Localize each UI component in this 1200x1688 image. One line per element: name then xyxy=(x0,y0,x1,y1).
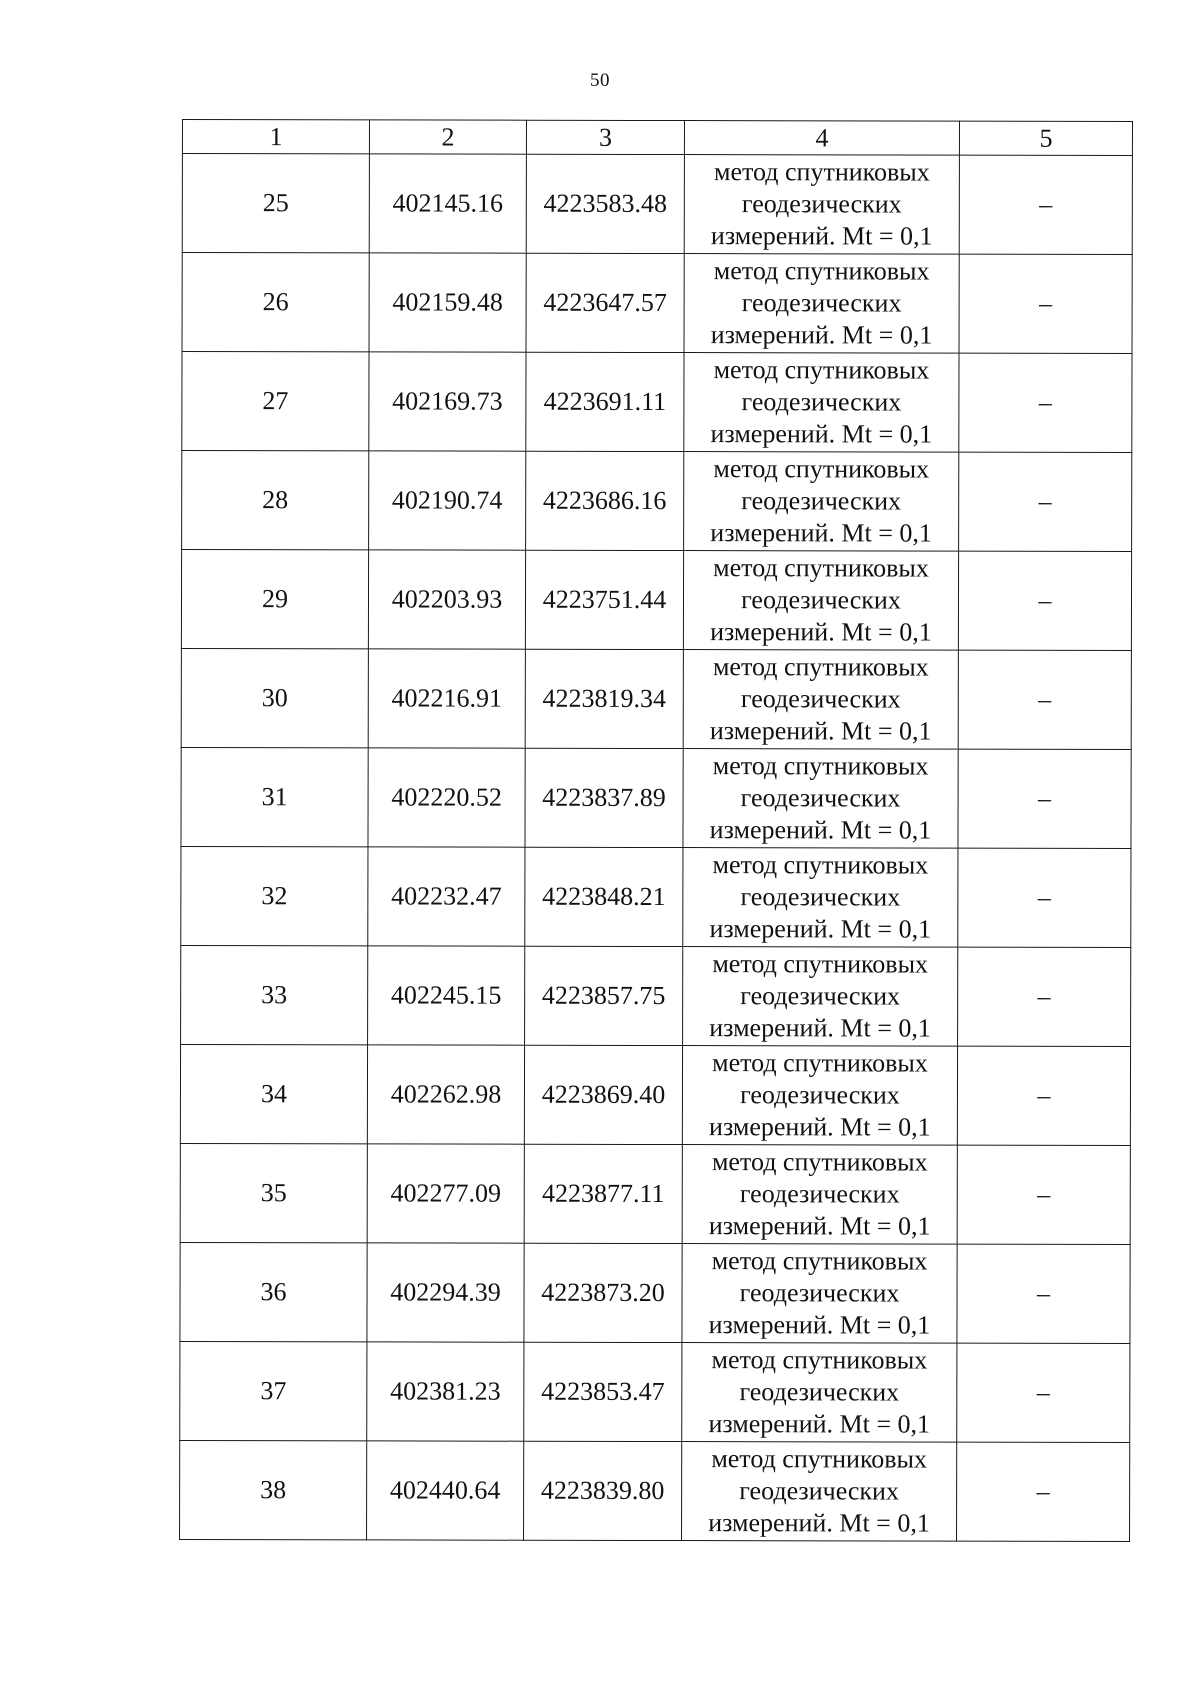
method-cell xyxy=(683,749,958,849)
point-number-cell: 31 xyxy=(181,747,368,846)
method-text-line: геодезических xyxy=(741,288,902,318)
method-text-line: измерений. Mt = 0,1 xyxy=(709,716,932,746)
x-coordinate-cell: 402203.93 xyxy=(368,550,525,649)
point-number-cell: 30 xyxy=(181,648,368,747)
note-cell: – xyxy=(958,749,1131,848)
method-cell xyxy=(682,1244,957,1344)
x-coordinate-cell: 402262.98 xyxy=(367,1045,524,1144)
method-text-line: геодезических xyxy=(741,189,902,219)
method-text-line: метод спутниковых xyxy=(712,652,929,682)
y-coordinate-cell: 4223583.48 xyxy=(526,154,684,253)
table-row xyxy=(181,550,1131,651)
table-row xyxy=(181,945,1131,1046)
point-number-cell: 26 xyxy=(182,253,369,352)
note-cell: – xyxy=(958,848,1131,947)
x-coordinate-cell: 402190.74 xyxy=(369,451,526,550)
note-cell: – xyxy=(958,947,1131,1046)
method-text-line: измерений. Mt = 0,1 xyxy=(709,914,932,944)
method-text-line: измерений. Mt = 0,1 xyxy=(708,1409,931,1439)
point-number-cell: 33 xyxy=(181,945,368,1044)
y-coordinate-cell: 4223839.80 xyxy=(524,1441,682,1540)
x-coordinate-cell: 402245.15 xyxy=(368,946,525,1045)
point-number-cell: 38 xyxy=(180,1440,367,1539)
table-row xyxy=(180,1440,1130,1541)
method-text-line: метод спутниковых xyxy=(712,751,929,781)
method-text-line: геодезических xyxy=(740,882,901,912)
method-cell xyxy=(684,353,959,453)
coordinates-table xyxy=(179,119,1133,1542)
method-text-line: метод спутниковых xyxy=(711,1246,928,1276)
method-text-line: метод спутниковых xyxy=(714,157,930,187)
x-coordinate-cell: 402232.47 xyxy=(368,847,525,946)
y-coordinate-cell: 4223819.34 xyxy=(525,649,683,748)
point-number-cell: 37 xyxy=(180,1341,367,1440)
note-cell: – xyxy=(959,452,1132,551)
point-number-cell: 28 xyxy=(182,451,369,550)
method-cell xyxy=(683,848,958,948)
point-number-cell: 35 xyxy=(180,1143,367,1242)
method-text-line: метод спутниковых xyxy=(711,1444,928,1474)
method-text-line: измерений. Mt = 0,1 xyxy=(709,1112,931,1142)
method-text-line: измерений. Mt = 0,1 xyxy=(708,1211,931,1241)
y-coordinate-cell: 4223691.11 xyxy=(526,352,684,451)
table-row xyxy=(182,451,1132,552)
y-coordinate-cell: 4223751.44 xyxy=(525,550,683,649)
x-coordinate-cell: 402294.39 xyxy=(367,1243,524,1342)
y-coordinate-cell: 4223857.75 xyxy=(525,946,683,1045)
header-row xyxy=(182,120,1132,156)
method-text-line: метод спутниковых xyxy=(712,850,929,880)
method-cell xyxy=(684,155,959,255)
method-text-line: метод спутниковых xyxy=(713,355,930,385)
note-cell: – xyxy=(957,1442,1130,1541)
y-coordinate-cell: 4223686.16 xyxy=(526,451,684,550)
method-text-line: измерений. Mt = 0,1 xyxy=(710,320,933,350)
method-cell xyxy=(684,452,959,552)
method-text-line: измерений. Mt = 0,1 xyxy=(710,617,932,647)
method-text-line: измерений. Mt = 0,1 xyxy=(710,419,933,449)
method-cell xyxy=(684,254,959,354)
x-coordinate-cell: 402440.64 xyxy=(367,1441,524,1540)
table-row xyxy=(182,253,1132,354)
header-cell-3: 3 xyxy=(526,120,684,154)
note-cell: – xyxy=(959,155,1132,254)
method-text-line: геодезических xyxy=(739,1377,900,1407)
header-cell-1: 1 xyxy=(182,120,369,154)
method-text-line: геодезических xyxy=(740,981,901,1011)
x-coordinate-cell: 402216.91 xyxy=(368,649,525,748)
x-coordinate-cell: 402277.09 xyxy=(367,1144,524,1243)
table-row xyxy=(181,648,1131,749)
y-coordinate-cell: 4223877.11 xyxy=(524,1144,682,1243)
method-text-line: измерений. Mt = 0,1 xyxy=(710,518,932,548)
y-coordinate-cell: 4223873.20 xyxy=(524,1243,682,1342)
method-text-line: геодезических xyxy=(740,1080,900,1110)
method-text-line: измерений. Mt = 0,1 xyxy=(708,1310,931,1340)
table-row xyxy=(180,1143,1130,1244)
table-row xyxy=(180,1242,1130,1343)
note-cell: – xyxy=(958,551,1131,650)
header-cell-5: 5 xyxy=(959,121,1132,155)
note-cell: – xyxy=(959,353,1132,452)
method-text-line: метод спутниковых xyxy=(711,1345,928,1375)
point-number-cell: 34 xyxy=(180,1044,367,1143)
method-text-line: метод спутниковых xyxy=(713,553,929,583)
method-cell xyxy=(682,1343,957,1443)
method-cell xyxy=(683,650,958,750)
note-cell: – xyxy=(959,254,1132,353)
point-number-cell: 36 xyxy=(180,1242,367,1341)
y-coordinate-cell: 4223837.89 xyxy=(525,748,683,847)
method-text-line: метод спутниковых xyxy=(712,949,929,979)
note-cell: – xyxy=(957,1244,1130,1343)
page-number: 50 xyxy=(590,70,610,91)
method-text-line: геодезических xyxy=(739,1179,900,1209)
method-text-line: измерений. Mt = 0,1 xyxy=(709,1013,931,1043)
y-coordinate-cell: 4223853.47 xyxy=(524,1342,682,1441)
table-row xyxy=(182,352,1132,453)
y-coordinate-cell: 4223848.21 xyxy=(525,847,683,946)
method-text-line: измерений. Mt = 0,1 xyxy=(708,1508,930,1538)
header-cell-4: 4 xyxy=(684,121,959,156)
header-cell-2: 2 xyxy=(369,120,526,154)
x-coordinate-cell: 402159.48 xyxy=(369,253,526,352)
table-row xyxy=(182,154,1132,255)
method-text-line: геодезических xyxy=(741,585,901,615)
table-row xyxy=(181,846,1131,947)
method-text-line: метод спутниковых xyxy=(712,1048,928,1078)
table-row xyxy=(181,747,1131,848)
x-coordinate-cell: 402220.52 xyxy=(368,748,525,847)
table-row xyxy=(180,1341,1130,1442)
note-cell: – xyxy=(957,1343,1130,1442)
table-header xyxy=(182,120,1132,156)
x-coordinate-cell: 402145.16 xyxy=(369,154,526,253)
note-cell: – xyxy=(957,1145,1130,1244)
method-text-line: геодезических xyxy=(741,387,902,417)
x-coordinate-cell: 402169.73 xyxy=(369,352,526,451)
table-body xyxy=(180,154,1133,1542)
method-text-line: геодезических xyxy=(741,486,902,516)
point-number-cell: 29 xyxy=(181,550,368,649)
method-text-line: геодезических xyxy=(739,1476,900,1506)
point-number-cell: 27 xyxy=(182,352,369,451)
note-cell: – xyxy=(957,1046,1130,1145)
method-cell xyxy=(683,551,958,651)
method-cell xyxy=(683,947,958,1047)
method-cell xyxy=(682,1442,957,1542)
method-text-line: метод спутниковых xyxy=(711,1147,928,1177)
point-number-cell: 25 xyxy=(182,154,369,253)
table-row xyxy=(180,1044,1130,1145)
y-coordinate-cell: 4223647.57 xyxy=(526,253,684,352)
method-cell xyxy=(682,1046,957,1146)
y-coordinate-cell: 4223869.40 xyxy=(524,1045,682,1144)
method-text-line: метод спутниковых xyxy=(713,256,930,286)
method-text-line: измерений. Mt = 0,1 xyxy=(710,221,933,251)
method-text-line: геодезических xyxy=(740,684,901,714)
note-cell: – xyxy=(958,650,1131,749)
method-text-line: измерений. Mt = 0,1 xyxy=(709,815,932,845)
method-text-line: геодезических xyxy=(739,1278,900,1308)
x-coordinate-cell: 402381.23 xyxy=(367,1342,524,1441)
method-text-line: метод спутниковых xyxy=(713,454,930,484)
point-number-cell: 32 xyxy=(181,846,368,945)
method-text-line: геодезических xyxy=(740,783,901,813)
method-cell xyxy=(682,1145,957,1245)
